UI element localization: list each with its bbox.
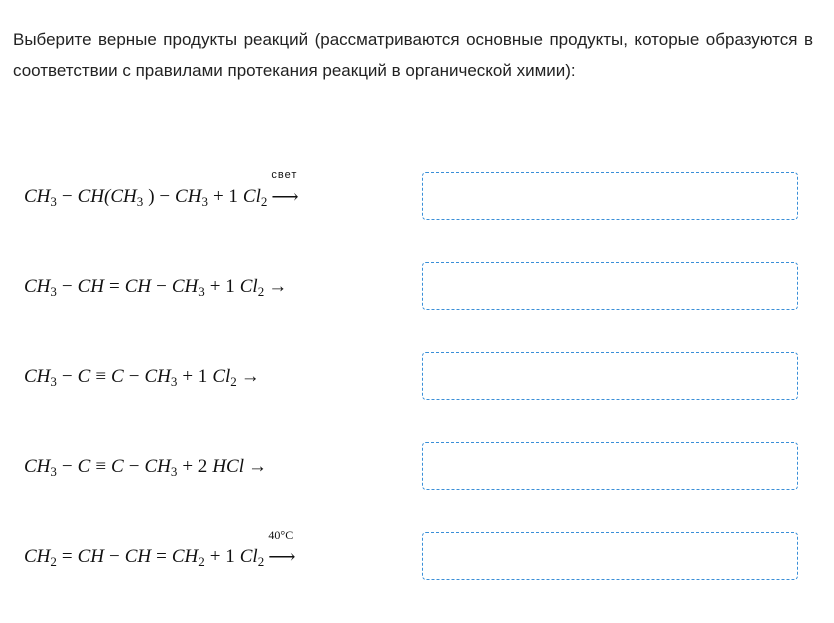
answer-dropzone-1[interactable] (422, 172, 798, 220)
formula-term: CH (124, 546, 152, 567)
formula-term: $CH_3$ (24, 456, 57, 479)
formula-operator: = (61, 546, 73, 567)
reaction-formula-3 (24, 352, 260, 402)
formula-term: $CH_3$ (175, 186, 208, 209)
formula-operator: = (156, 546, 167, 567)
reaction-formula-1 (24, 168, 298, 222)
question-text: Выберите верные продукты реакций (рассматриваются основные продукты, которые образуются в соответствии с правилами протекания реакций в органической химии): (13, 30, 813, 80)
formula-operator: ≡ (95, 366, 107, 387)
formula-operator: − (128, 366, 140, 387)
formula-term: C (77, 366, 91, 387)
answer-dropzone-2[interactable] (422, 262, 798, 310)
reaction-row-3 (0, 352, 834, 402)
reaction-arrow-1: свет ⟶ (271, 168, 298, 208)
reaction-row-2 (0, 262, 834, 312)
formula-operator: = (109, 276, 120, 297)
formula-term: C (77, 456, 91, 477)
formula-term: HCl (212, 456, 244, 477)
formula-operator: − (109, 546, 120, 567)
answer-dropzone-5[interactable] (422, 532, 798, 580)
formula-term: $CH_3$ (24, 186, 57, 209)
formula-operator: − (128, 456, 140, 477)
formula-operator: + 1 (212, 186, 238, 207)
formula-term: $Cl_2$ (212, 366, 237, 389)
formula-operator: − (61, 456, 73, 477)
reaction-arrow-2: → (268, 276, 288, 297)
reaction-condition-5: 40°C (268, 527, 294, 542)
formula-term: CH (124, 276, 152, 297)
formula-term: $Cl_2$ (239, 546, 265, 569)
formula-operator: + 1 (182, 366, 208, 387)
formula-term: $CH_2$ (171, 546, 205, 569)
formula-operator: ≡ (95, 456, 107, 477)
formula-term: $Cl_2$ (239, 276, 265, 299)
formula-term: CH (77, 546, 105, 567)
reaction-condition-1: свет (271, 168, 298, 181)
formula-term: $CH_3$ (144, 456, 178, 479)
formula-operator: − (156, 276, 167, 297)
reaction-formula-4 (24, 442, 267, 492)
formula-term: $CH_3$ (24, 276, 57, 299)
formula-operator: + 1 (209, 276, 235, 297)
formula-term: $CH_3$ (171, 276, 205, 299)
formula-term: $Cl_2$ (242, 186, 268, 209)
reaction-row-5 (0, 527, 834, 582)
answer-dropzone-3[interactable] (422, 352, 798, 400)
reaction-arrow-3: → (240, 366, 260, 387)
formula-term: $CH_2$ (24, 546, 57, 569)
formula-operator: − (61, 366, 73, 387)
reaction-arrow-4: → (248, 456, 267, 477)
reaction-row-4 (0, 442, 834, 492)
reaction-formula-2 (24, 262, 287, 312)
formula-term: $CH(CH_3$ (77, 186, 144, 209)
formula-term: C (111, 456, 124, 477)
reaction-formula-5 (24, 527, 294, 582)
formula-operator: − (61, 186, 73, 207)
formula-term: C (111, 366, 124, 387)
formula-term: $CH_3$ (144, 366, 178, 389)
formula-term: $CH_3$ (24, 366, 57, 389)
reaction-arrow-5: 40°C ⟶ (268, 527, 294, 568)
formula-operator: − (61, 276, 73, 297)
answer-dropzone-4[interactable] (422, 442, 798, 490)
formula-term: CH (77, 276, 105, 297)
reaction-row-1 (0, 168, 834, 222)
formula-operator: + 2 (182, 456, 208, 477)
formula-operator: + 1 (209, 546, 235, 567)
formula-operator: ) − (148, 186, 171, 207)
